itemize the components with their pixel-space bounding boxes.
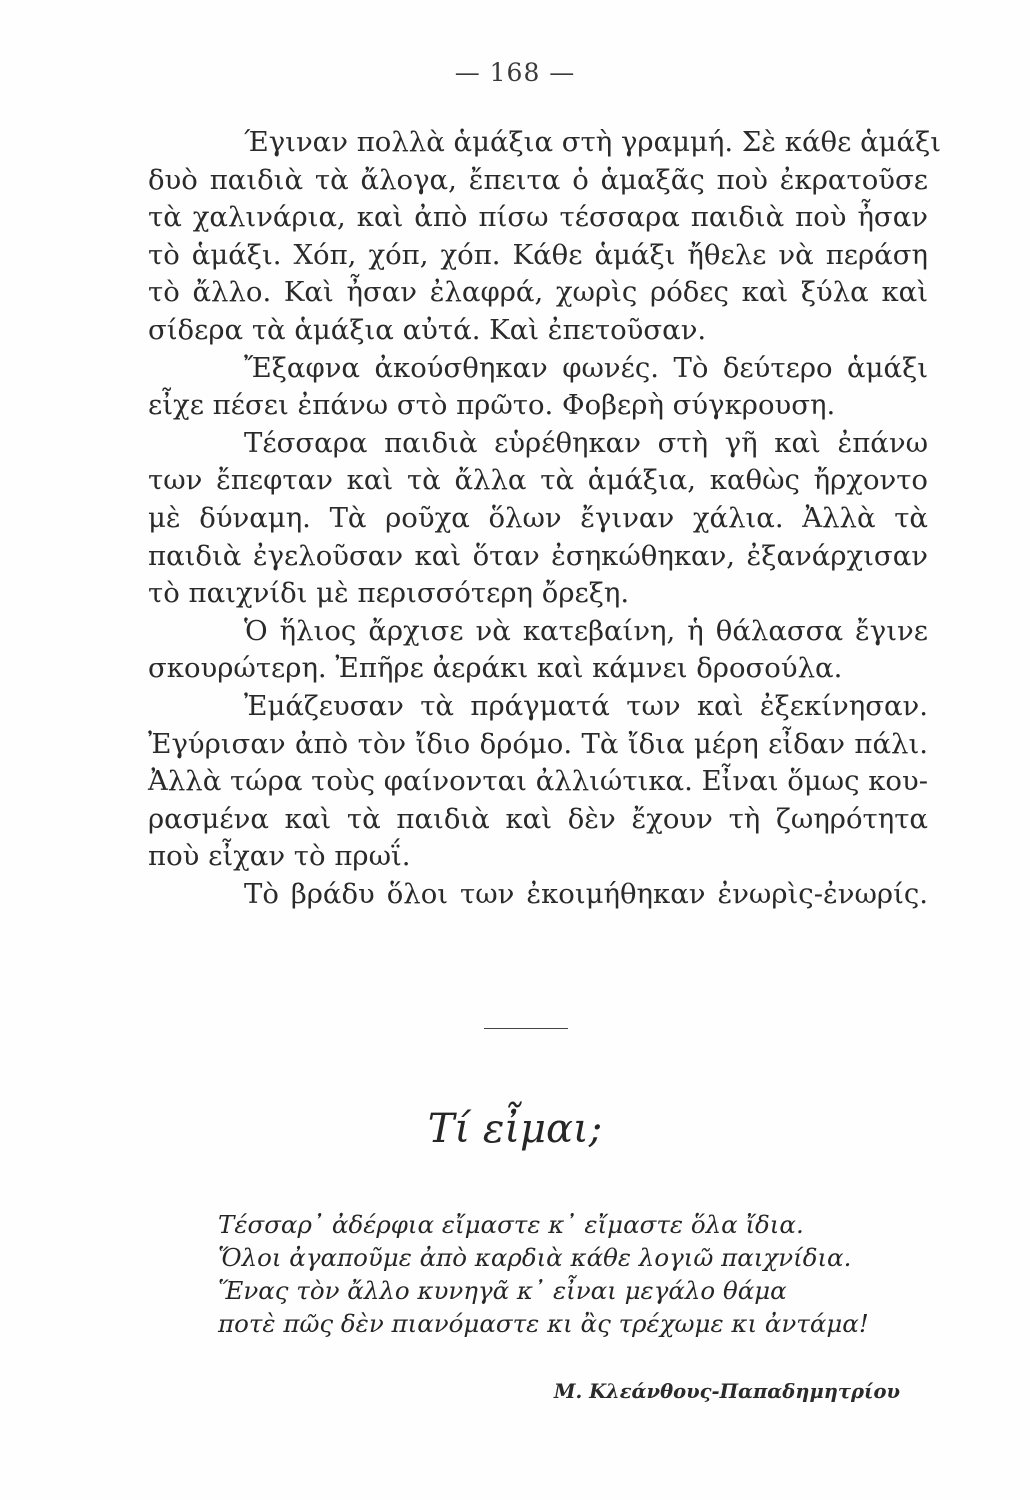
prose-line: Ἔξαφνα ἀκούσθηκαν φωνές. Τὸ δεύτερο ἁμάξι <box>244 351 928 384</box>
prose-line: τὸ παιχνίδι μὲ περισσότερη ὄρεξη. <box>148 577 630 610</box>
prose-text <box>148 124 942 913</box>
prose-line: Έγιναν πολλὰ ἁμάξια στὴ γραμμή. Σὲ κάθε ἁμάξι <box>244 126 942 158</box>
page-number: — 168 — <box>454 58 576 87</box>
prose-line: δυὸ παιδιὰ τὰ ἄλογα, ἔπειτα ὁ ἁμαξᾶς ποὺ ἐκρατοῦσε <box>148 163 928 196</box>
prose-line: των ἔπεφταν καὶ τὰ ἄλλα τὰ ἁμάξια, καθὼς ἤρχοντο <box>148 464 928 497</box>
poem-line: ποτὲ πῶς δὲν πιανόμαστε κι ἂς τρέχωμε κι ἀντάμα! <box>218 1309 869 1338</box>
prose-line: παιδιὰ ἐγελοῦσαν καὶ ὅταν ἐσηκώθηκαν, ἐξανάρχισαν <box>148 539 928 572</box>
prose-line: Τέσσαρα παιδιὰ εὑρέθηκαν στὴ γῆ καὶ ἐπάνω <box>244 426 928 459</box>
prose-line: Ὁ ἥλιος ἄρχισε νὰ κατεβαίνη, ἡ θάλασσα ἔγινε <box>244 614 928 647</box>
poem-line: Τέσσαρ᾽ ἀδέρφια εἴμαστε κ᾽ εἴμαστε ὅλα ἴδια. <box>218 1210 804 1239</box>
prose-line: σκουρώτερη. Ἐπῆρε ἀεράκι καὶ κάμνει δροσούλα. <box>148 652 843 685</box>
section-divider <box>484 1028 568 1029</box>
prose-line: τὸ ἄλλο. Καὶ ἦσαν ἐλαφρά, χωρὶς ρόδες καὶ ξύλα καὶ <box>148 276 928 309</box>
prose-line: Ἐμάζευσαν τὰ πράγματά των καὶ ἐξεκίνησαν. <box>244 689 928 722</box>
prose-line: Ἐγύρισαν ἀπὸ τὸν ἴδιο δρόμο. Τὰ ἴδια μέρη εἶδαν πάλι. <box>148 727 928 760</box>
poem-title: Τί εἶμαι; <box>427 1106 603 1152</box>
prose-line: ποὺ εἶχαν τὸ πρωΐ. <box>148 840 411 873</box>
prose-line: εἶχε πέσει ἐπάνω στὸ πρῶτο. Φοβερὴ σύγκρουση. <box>148 389 836 422</box>
poem-line: Ὅλοι ἀγαποῦμε ἀπὸ καρδιὰ κάθε λογιῶ παιχνίδια. <box>218 1243 852 1272</box>
prose-line: μὲ δύναμη. Τὰ ροῦχα ὅλων ἔγιναν χάλια. Ἀλλὰ τὰ <box>148 501 928 534</box>
prose-line: Ἀλλὰ τώρα τοὺς φαίνονται ἀλλιώτικα. Εἶναι ὅμως κου- <box>148 765 928 798</box>
prose-line: τὸ ἁμάξι. Χόπ, χόπ, χόπ. Κάθε ἁμάξι ἤθελε νὰ περάση <box>148 238 928 271</box>
prose-line: τὰ χαλινάρια, καὶ ἀπὸ πίσω τέσσαρα παιδιὰ ποὺ ἦσαν <box>148 201 928 234</box>
prose-line: ρασμένα καὶ τὰ παιδιὰ καὶ δὲν ἔχουν τὴ ζωηρότητα <box>148 802 928 835</box>
poem-verses <box>218 1208 918 1340</box>
prose-line: σίδερα τὰ ἁμάξια αὐτά. Καὶ ἐπετοῦσαν. <box>148 313 707 346</box>
poem-line: Ἕνας τὸν ἄλλο κυνηγᾶ κ᾽ εἶναι μεγάλο θάμα <box>218 1276 787 1305</box>
poem-author: Μ. Κλεάνθους-Παπαδημητρίου <box>553 1380 900 1403</box>
prose-line: Τὸ βράδυ ὅλοι των ἐκοιμήθηκαν ἐνωρὶς-ἐνωρίς. <box>244 877 928 910</box>
